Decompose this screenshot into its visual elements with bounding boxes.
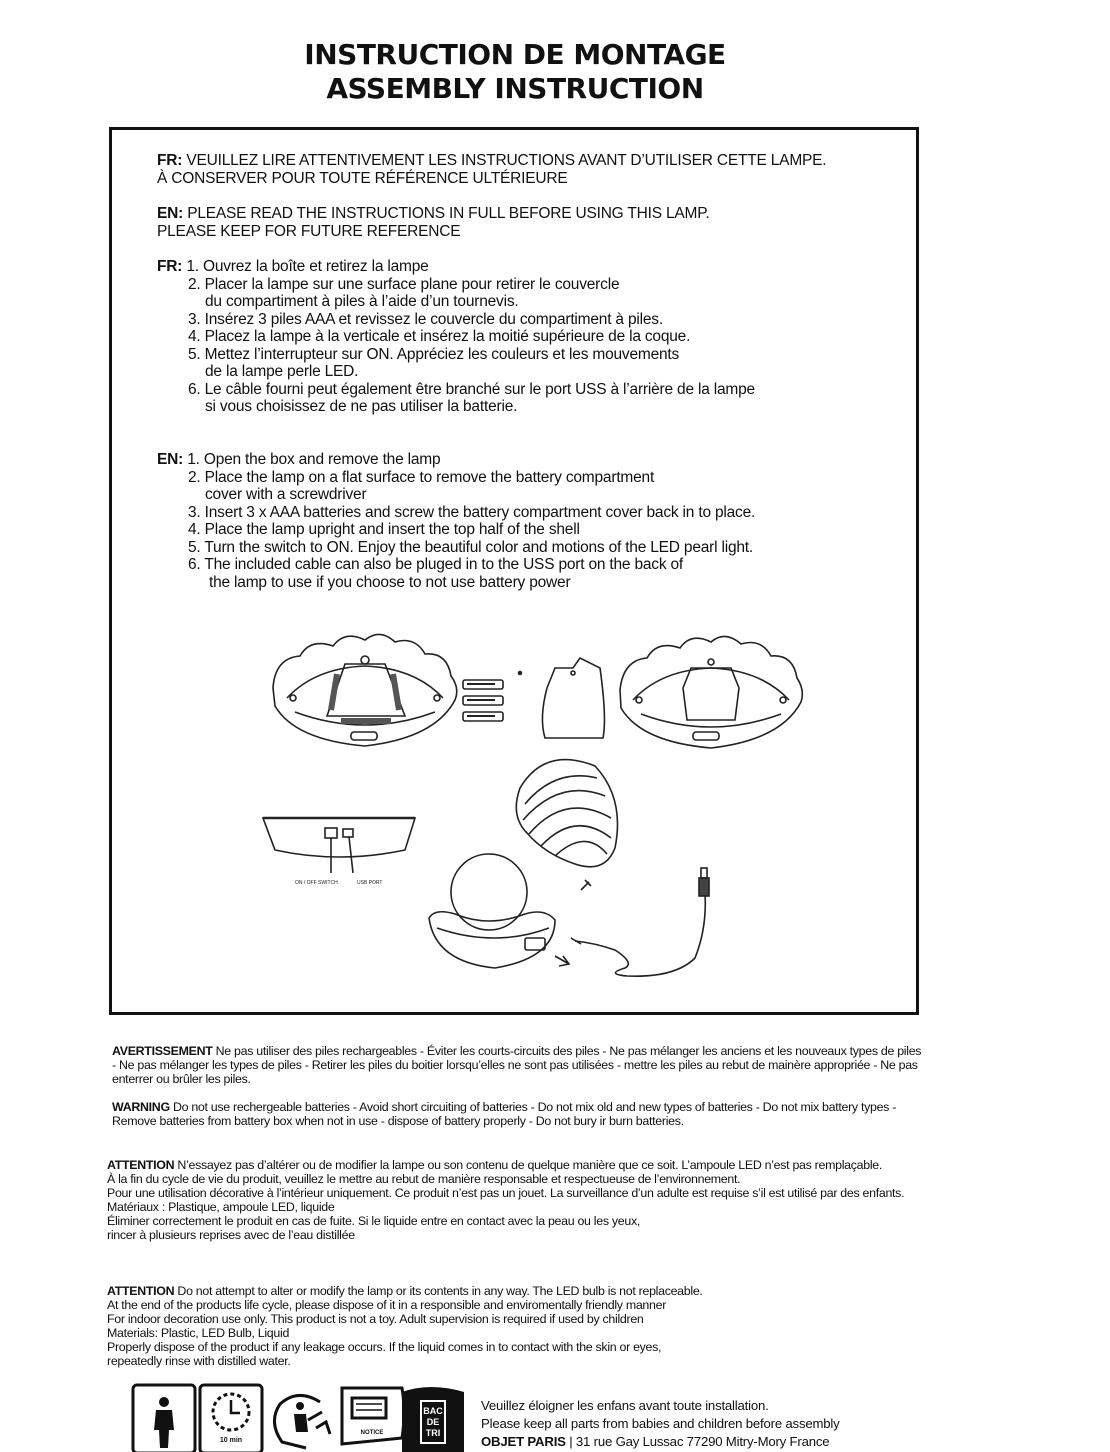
attention-en-notice: ATTENTION Do not attempt to alter or modify the lamp or its contents in any way. The LED bulb is not replaceable. At the end of the products life cycle, please dispose of it in a responsible and enviromentally friendly manner For indoor decoration use only. This product is not a toy. Adult supervision is required if used by children Materials: Plastic, LED Bulb, Liquid Properly dispose of the product if any leakage occurs. If the liquid comes in to contact with the skin or eyes, repeatedly rinse with distilled water. bbox=[107, 1284, 703, 1368]
lang-tag-en: EN: bbox=[157, 451, 184, 468]
safety-pictograms bbox=[130, 1382, 470, 1452]
lang-tag-fr: FR: bbox=[157, 258, 183, 275]
attention-fr-notice: ATTENTION N’essayez pas d’altérer ou de modifier la lampe ou son contenu de quelque manière que ce soit. L’ampoule LED n’est pas remplaçable. À la fin du cycle de vie du produit, veuillez le mettre au rebut de manière responsable et respectueuse de l’environnement. Pour une utilisation décorative à l’intérieur uniquement. Ce produit n’est pas un jouet. La surveillance d’un adulte est requise s’il est utilisé par des enfants. Matériaux : Plastique, ampoule LED, liquide Éliminer correctement le produit en cas de fuite. Si le liquide entre en contact avec la peau ou les yeux, rincer à plusieurs reprises avec de l’eau distillée bbox=[107, 1158, 905, 1242]
clock-icon bbox=[200, 1385, 262, 1452]
step-fr-6: 6. Le câble fourni peut également être branché sur le port USS à l’arrière de la lampe bbox=[188, 380, 755, 398]
recycle-person-icon bbox=[274, 1395, 330, 1448]
shell-top-icon bbox=[516, 760, 617, 867]
intro-en: EN: PLEASE READ THE INSTRUCTIONS IN FULL BEFORE USING THIS LAMP. PLEASE KEEP FOR FUTURE REFERENCE bbox=[157, 205, 710, 240]
intro-fr: FR: VEUILLEZ LIRE ATTENTIVEMENT LES INSTRUCTIONS AVANT D’UTILISER CETTE LAMPE. À CONSERVER POUR TOUTE RÉFÉRENCE ULTÉRIEURE bbox=[157, 152, 827, 187]
step-fr-3: 3. Insérez 3 piles AAA et revissez le couvercle du compartiment à piles. bbox=[188, 310, 663, 328]
steps-en: EN: 1. Open the box and remove the lamp 2. Place the lamp on a flat surface to remove the battery compartment cover with a screwdriver 3. Insert 3 x AAA batteries and screw the battery compartment cover back in to place. 4. Place the lamp upright and insert the top half of the shell 5. Turn the switch to ON. Enjoy the beautiful color and motions of the LED pearl light. 6. The included cable can also be pluged in to the USS port on the back of the lamp to use if you choose to not use battery power bbox=[157, 451, 756, 591]
usb-port-label: USB PORT bbox=[357, 880, 383, 886]
pearl-lamp-icon bbox=[429, 854, 555, 968]
screw-icon bbox=[519, 672, 522, 675]
switch-label: ON / OFF SWITCH bbox=[295, 880, 338, 886]
lang-tag-fr: FR: bbox=[157, 152, 183, 169]
arrow-icon bbox=[581, 880, 591, 890]
notice-icon bbox=[342, 1388, 404, 1444]
footer-en: Please keep all parts from babies and children before assembly bbox=[481, 1416, 840, 1431]
step-en-5: 5. Turn the switch to ON. Enjoy the beautiful color and motions of the LED pearl light. bbox=[188, 538, 754, 556]
step-en-2: 2. Place the lamp on a flat surface to remove the battery compartment bbox=[188, 468, 655, 486]
shell-base-top-view-icon bbox=[273, 634, 457, 746]
shell-base-covered-icon bbox=[620, 636, 802, 748]
assembly-illustration bbox=[255, 628, 855, 988]
svg-text:BAC: BAC bbox=[423, 1406, 443, 1416]
title-en: ASSEMBLY INSTRUCTION bbox=[326, 72, 704, 105]
steps-fr: FR: 1. Ouvrez la boîte et retirez la lampe 2. Placer la lampe sur une surface plane pour retirer le couvercle du compartiment à piles à l’aide d’un tournevis. 3. Insérez 3 piles AAA et revissez le couvercle du compartiment à piles. 4. Placez la lampe à la verticale et insérez la moitié supérieure de la coque. 5. Mettez l’interrupteur sur ON. Appréciez les couleurs et les mouvements de la lampe perle LED. 6. Le câble fourni peut également être branché sur le port USS à l’arrière de la lampe si vous choisissez de ne pas utiliser la batterie. bbox=[157, 258, 755, 415]
step-en-6: 6. The included cable can also be pluged in to the USS port on the back of bbox=[188, 556, 684, 573]
page-title bbox=[0, 38, 1030, 106]
adult-person-icon bbox=[133, 1385, 195, 1452]
svg-text:DE: DE bbox=[426, 1417, 440, 1427]
notice-label: NOTICE bbox=[360, 1430, 384, 1436]
brand-address: | 31 rue Gay Lussac 77290 Mitry-Mory France bbox=[565, 1434, 830, 1449]
step-fr-4: 4. Placez la lampe à la verticale et insérez la moitié supérieure de la coque. bbox=[188, 328, 691, 345]
title-fr: INSTRUCTION DE MONTAGE bbox=[304, 38, 726, 71]
avertissement-notice: AVERTISSEMENT Ne pas utiliser des piles rechargeables - Éviter les courts-circuits des piles - Ne pas mélanger les anciens et les nouveaux types de piles - Ne pas mélanger les types de piles - Retirer les piles du boitier lorsqu’elles ne sont pas utilisées - mettre les piles au rebut de mainère appropriée - Ne pas enterrer ou brûler les piles. bbox=[112, 1044, 922, 1086]
svg-text:TRI: TRI bbox=[425, 1428, 441, 1438]
footer-fr: Veuillez éloigner les enfans avant toute installation. bbox=[481, 1398, 769, 1413]
footer-note bbox=[481, 1397, 840, 1451]
battery-icon bbox=[463, 680, 503, 721]
arrow-icon bbox=[555, 956, 569, 966]
lang-tag-en: EN: bbox=[157, 205, 184, 222]
step-fr-5: 5. Mettez l’interrupteur sur ON. Appréciez les couleurs et les mouvements bbox=[188, 345, 680, 363]
usb-cable-icon bbox=[571, 868, 709, 976]
warning-notice: WARNING Do not use rechergeable batteries - Avoid short circuiting of batteries - Do not mix old and new types of batteries - Do not mix battery types - Remove batteries from battery box when not in use - dispose of battery properly - Do not bury ir burn batteries. bbox=[112, 1100, 897, 1128]
battery-cover-icon bbox=[542, 658, 604, 738]
sorting-bin-icon bbox=[402, 1387, 464, 1452]
step-en-4: 4. Place the lamp upright and insert the top half of the shell bbox=[188, 521, 580, 538]
step-fr-2: 2. Placer la lampe sur une surface plane pour retirer le couvercle bbox=[188, 275, 620, 293]
step-en-3: 3. Insert 3 x AAA batteries and screw the battery compartment cover back in to place. bbox=[188, 503, 756, 521]
base-side-view-icon bbox=[263, 818, 415, 886]
brand-name: OBJET PARIS bbox=[481, 1434, 566, 1449]
clock-label: 10 min bbox=[219, 1437, 243, 1444]
